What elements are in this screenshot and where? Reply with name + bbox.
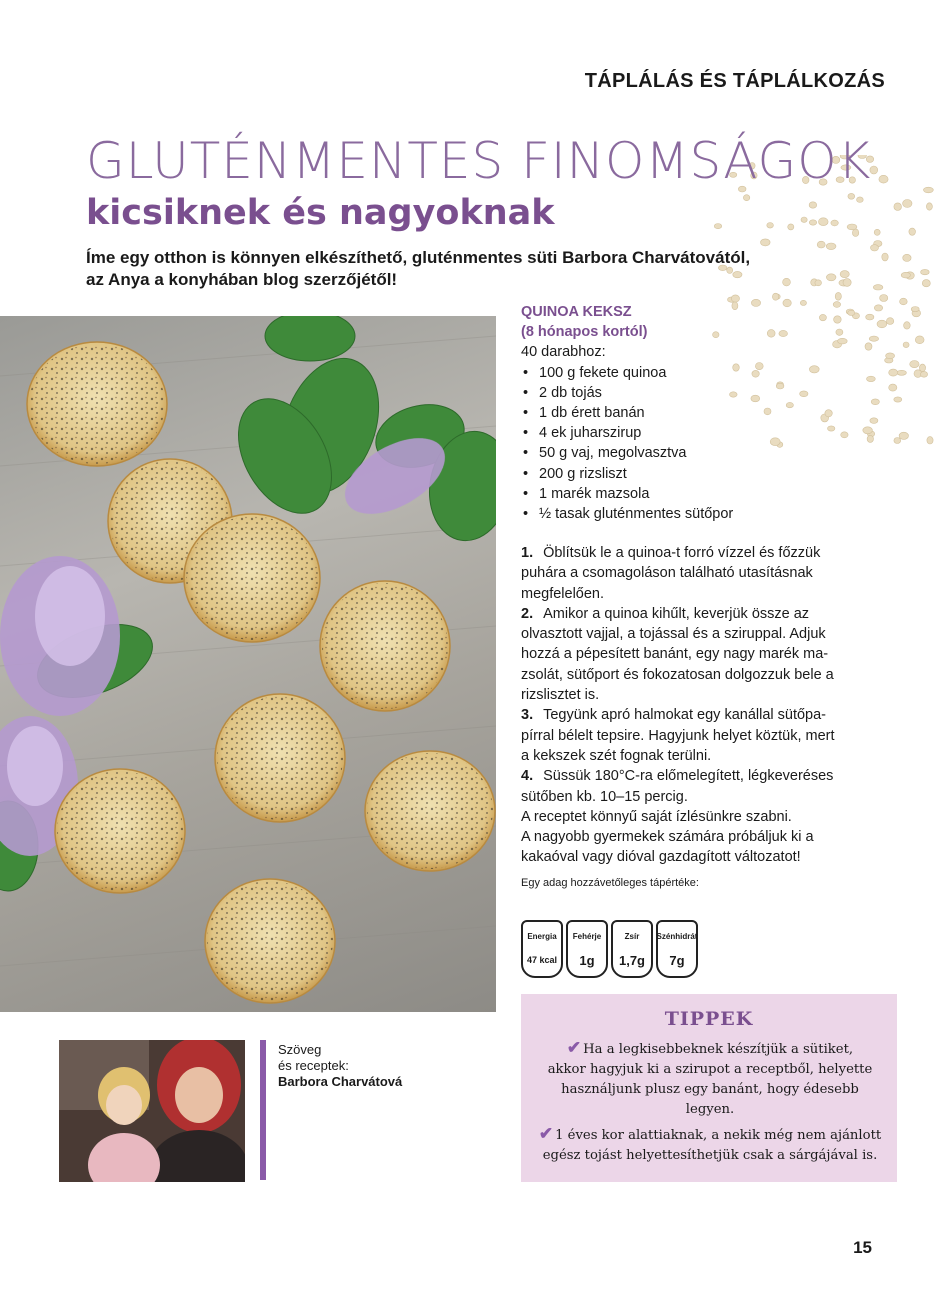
quinoa-grain <box>903 254 911 261</box>
tips-title: TIPPEK <box>664 1008 754 1030</box>
step-line: Öblítsük le a quinoa-t forró vízzel és főzzük <box>543 545 821 561</box>
tip-line: legyen. <box>685 1102 735 1117</box>
quinoa-grain <box>904 322 911 329</box>
page-number: 15 <box>853 1238 872 1257</box>
ingredient-item: • 1 db érett banán <box>521 403 881 423</box>
step-line: Tegyünk apró halmokat egy kanállal sütőpa- <box>543 707 827 724</box>
quinoa-grain <box>847 224 857 230</box>
tip-line: 1 éves kor alattiaknak, a nekik még nem ajánlott <box>555 1128 882 1143</box>
recipe-ingredients <box>521 302 881 524</box>
quinoa-grain <box>889 384 897 391</box>
quinoa-grain <box>809 220 816 225</box>
quinoa-grain <box>852 229 858 237</box>
ingredient-item: • 1 marék mazsola <box>521 484 881 504</box>
step-line: olvasztott vajjal, a tojással és a sziruppal. Adjuk <box>521 626 826 643</box>
quinoa-grain <box>848 193 855 199</box>
quinoa-grain <box>714 224 721 229</box>
checkmark-icon: ✔ <box>538 1124 554 1144</box>
recipe-steps <box>521 543 881 868</box>
tip-line: akkor hagyjuk ki a szirupot a receptből, helyette <box>547 1062 873 1077</box>
quinoa-grain <box>801 217 807 222</box>
tip-line: egész tojást helyettesíthetjük csak a sárgájával is. <box>542 1148 878 1163</box>
quinoa-grain <box>900 298 908 305</box>
quinoa-grain <box>889 369 898 376</box>
step-line: sütőben kb. 10–15 percig. <box>521 788 688 805</box>
quinoa-grain <box>880 295 888 302</box>
recipe-name: QUINOA KEKSZ <box>521 304 632 320</box>
nutrition-value: 7g <box>669 953 685 968</box>
quinoa-grain <box>886 318 893 325</box>
cookies-photo <box>0 316 496 1012</box>
quinoa-grain <box>915 336 924 344</box>
section-heading: TÁPLÁLÁS ÉS TÁPLÁLKOZÁS <box>584 70 885 92</box>
author-photo <box>59 1040 245 1182</box>
step-line: rizslisztet is. <box>521 687 600 704</box>
step-line: a kekszek szét fognak terülni. <box>521 747 712 764</box>
ingredient-item: • ½ tasak gluténmentes sütőpor <box>521 504 881 524</box>
quinoa-grain <box>897 370 907 375</box>
nutrition-fat <box>611 920 653 978</box>
quinoa-grain <box>871 245 879 251</box>
quinoa-grain <box>924 187 934 193</box>
quinoa-grain <box>840 271 849 278</box>
nutrition-caption: Egy adag hozzávetőleges tápértéke: <box>521 877 699 889</box>
quinoa-grain <box>874 229 880 235</box>
step-3 <box>521 705 881 725</box>
quinoa-grain <box>826 243 836 250</box>
quinoa-grain <box>767 223 774 229</box>
nutrition-carbs <box>656 920 698 978</box>
step-2 <box>521 604 881 624</box>
step-4 <box>521 766 881 786</box>
quinoa-grain <box>920 371 927 377</box>
quinoa-grain <box>909 228 916 235</box>
credit-line: Szöveg <box>278 1042 322 1057</box>
quinoa-grain <box>809 202 817 208</box>
quinoa-grain <box>761 239 771 246</box>
credit-divider <box>260 1040 266 1180</box>
quinoa-grain <box>894 397 902 402</box>
intro-line-2: az Anya a konyhában blog szerzőjétől! <box>86 270 398 289</box>
ingredient-item: • 4 ek juharszirup <box>521 423 881 443</box>
quinoa-grain <box>903 200 912 208</box>
credit-author: Barbora Charvátová <box>278 1074 403 1089</box>
quinoa-grain <box>910 361 919 368</box>
ingredient-item: • 100 g fekete quinoa <box>521 363 881 383</box>
quinoa-grain <box>926 203 932 210</box>
quinoa-grain <box>879 175 888 183</box>
quinoa-grain <box>901 272 910 278</box>
ingredient-item: • 2 db tojás <box>521 383 881 403</box>
credit-text <box>278 1042 402 1090</box>
quinoa-grain <box>922 280 930 287</box>
ingredient-item: • 200 g rizsliszt <box>521 464 881 484</box>
intro-text <box>86 247 806 291</box>
quinoa-grain <box>921 269 930 274</box>
tip-line: Ha a legkisebbeknek készítjük a sütiket, <box>583 1042 854 1057</box>
recipe-yield: 40 darabhoz: <box>521 344 606 361</box>
checkmark-icon: ✔ <box>566 1038 582 1058</box>
quinoa-grain <box>899 432 908 439</box>
recipe-note: kakaóval vagy dióval gazdagított változatot! <box>521 849 801 866</box>
step-line: megfelelően. <box>521 585 605 602</box>
step-1 <box>521 543 881 563</box>
step-line: Süssük 180°C-ra előmelegített, légkeveréses <box>543 768 834 785</box>
quinoa-grain <box>843 279 851 287</box>
quinoa-grain <box>772 293 778 300</box>
page-subtitle: kicsiknek és nagyoknak <box>86 193 555 233</box>
quinoa-grain <box>788 224 794 230</box>
quinoa-grain <box>857 197 864 203</box>
nutrition-value: 1g <box>579 953 595 968</box>
nutrition-value: 47 kcal <box>526 955 558 965</box>
quinoa-grain <box>894 438 901 444</box>
quinoa-grain <box>894 203 902 211</box>
quinoa-grain <box>911 307 919 312</box>
nutrition-label: Fehérje <box>572 932 602 941</box>
recipe-age: (8 hónapos kortól) <box>521 324 648 341</box>
quinoa-grain <box>819 218 829 226</box>
step-line: puhára a csomagoláson található utasításnak <box>521 565 813 582</box>
quinoa-grain <box>903 342 909 348</box>
nutrition-protein <box>566 920 608 978</box>
tip-2 <box>535 1124 885 1166</box>
quinoa-grain <box>826 274 836 281</box>
step-line: pírral bélelt tepsire. Hagyjunk helyet köztük, mert <box>521 727 835 744</box>
quinoa-grain <box>815 280 822 286</box>
nutrition-label: Energia <box>527 932 557 941</box>
nutrition-boxes <box>521 920 698 978</box>
quinoa-grain <box>882 253 888 261</box>
tip-line: használjunk plusz egy banánt, hogy édesebb <box>561 1082 859 1097</box>
step-line: Amikor a quinoa kihűlt, keverjük össze az <box>543 605 810 622</box>
quinoa-grain <box>927 437 933 444</box>
quinoa-grain <box>886 353 895 359</box>
nutrition-label: Zsír <box>624 932 640 941</box>
recipe-note: A nagyobb gyermekek számára próbáljuk ki a <box>521 829 814 846</box>
quinoa-grain <box>919 364 925 371</box>
quinoa-grain <box>835 292 841 300</box>
nutrition-label: Szénhidrát <box>656 932 698 941</box>
page-title: GLUTÉNMENTES FINOMSÁGOK <box>86 132 872 190</box>
quinoa-grain <box>831 220 838 226</box>
ingredient-item: • 50 g vaj, megolvasztva <box>521 443 881 463</box>
step-line: hozzá a pépesített banánt, egy nagy marék ma- <box>521 646 829 663</box>
quinoa-grain <box>817 241 825 248</box>
recipe-note: A receptet könnyű saját ízlésünkre szabni. <box>521 808 792 825</box>
ingredient-list <box>521 363 881 525</box>
credit-line: és receptek: <box>278 1058 349 1073</box>
intro-line-1: Íme egy otthon is könnyen elkészíthető, gluténmentes süti Barbora Charvátovától, <box>86 248 751 267</box>
step-line: zsolát, sütőport és fokozatosan dolgozzuk bele a <box>521 666 834 683</box>
step-number: 1. <box>521 545 534 561</box>
nutrition-value: 1,7g <box>618 953 645 968</box>
quinoa-grain <box>873 285 883 290</box>
tip-1 <box>535 1038 885 1120</box>
step-number: 4. <box>521 768 534 785</box>
tips-box <box>521 994 897 1182</box>
step-number: 2. <box>521 605 534 622</box>
step-number: 3. <box>521 707 534 724</box>
nutrition-energy <box>521 920 563 978</box>
quinoa-grain <box>743 195 749 201</box>
